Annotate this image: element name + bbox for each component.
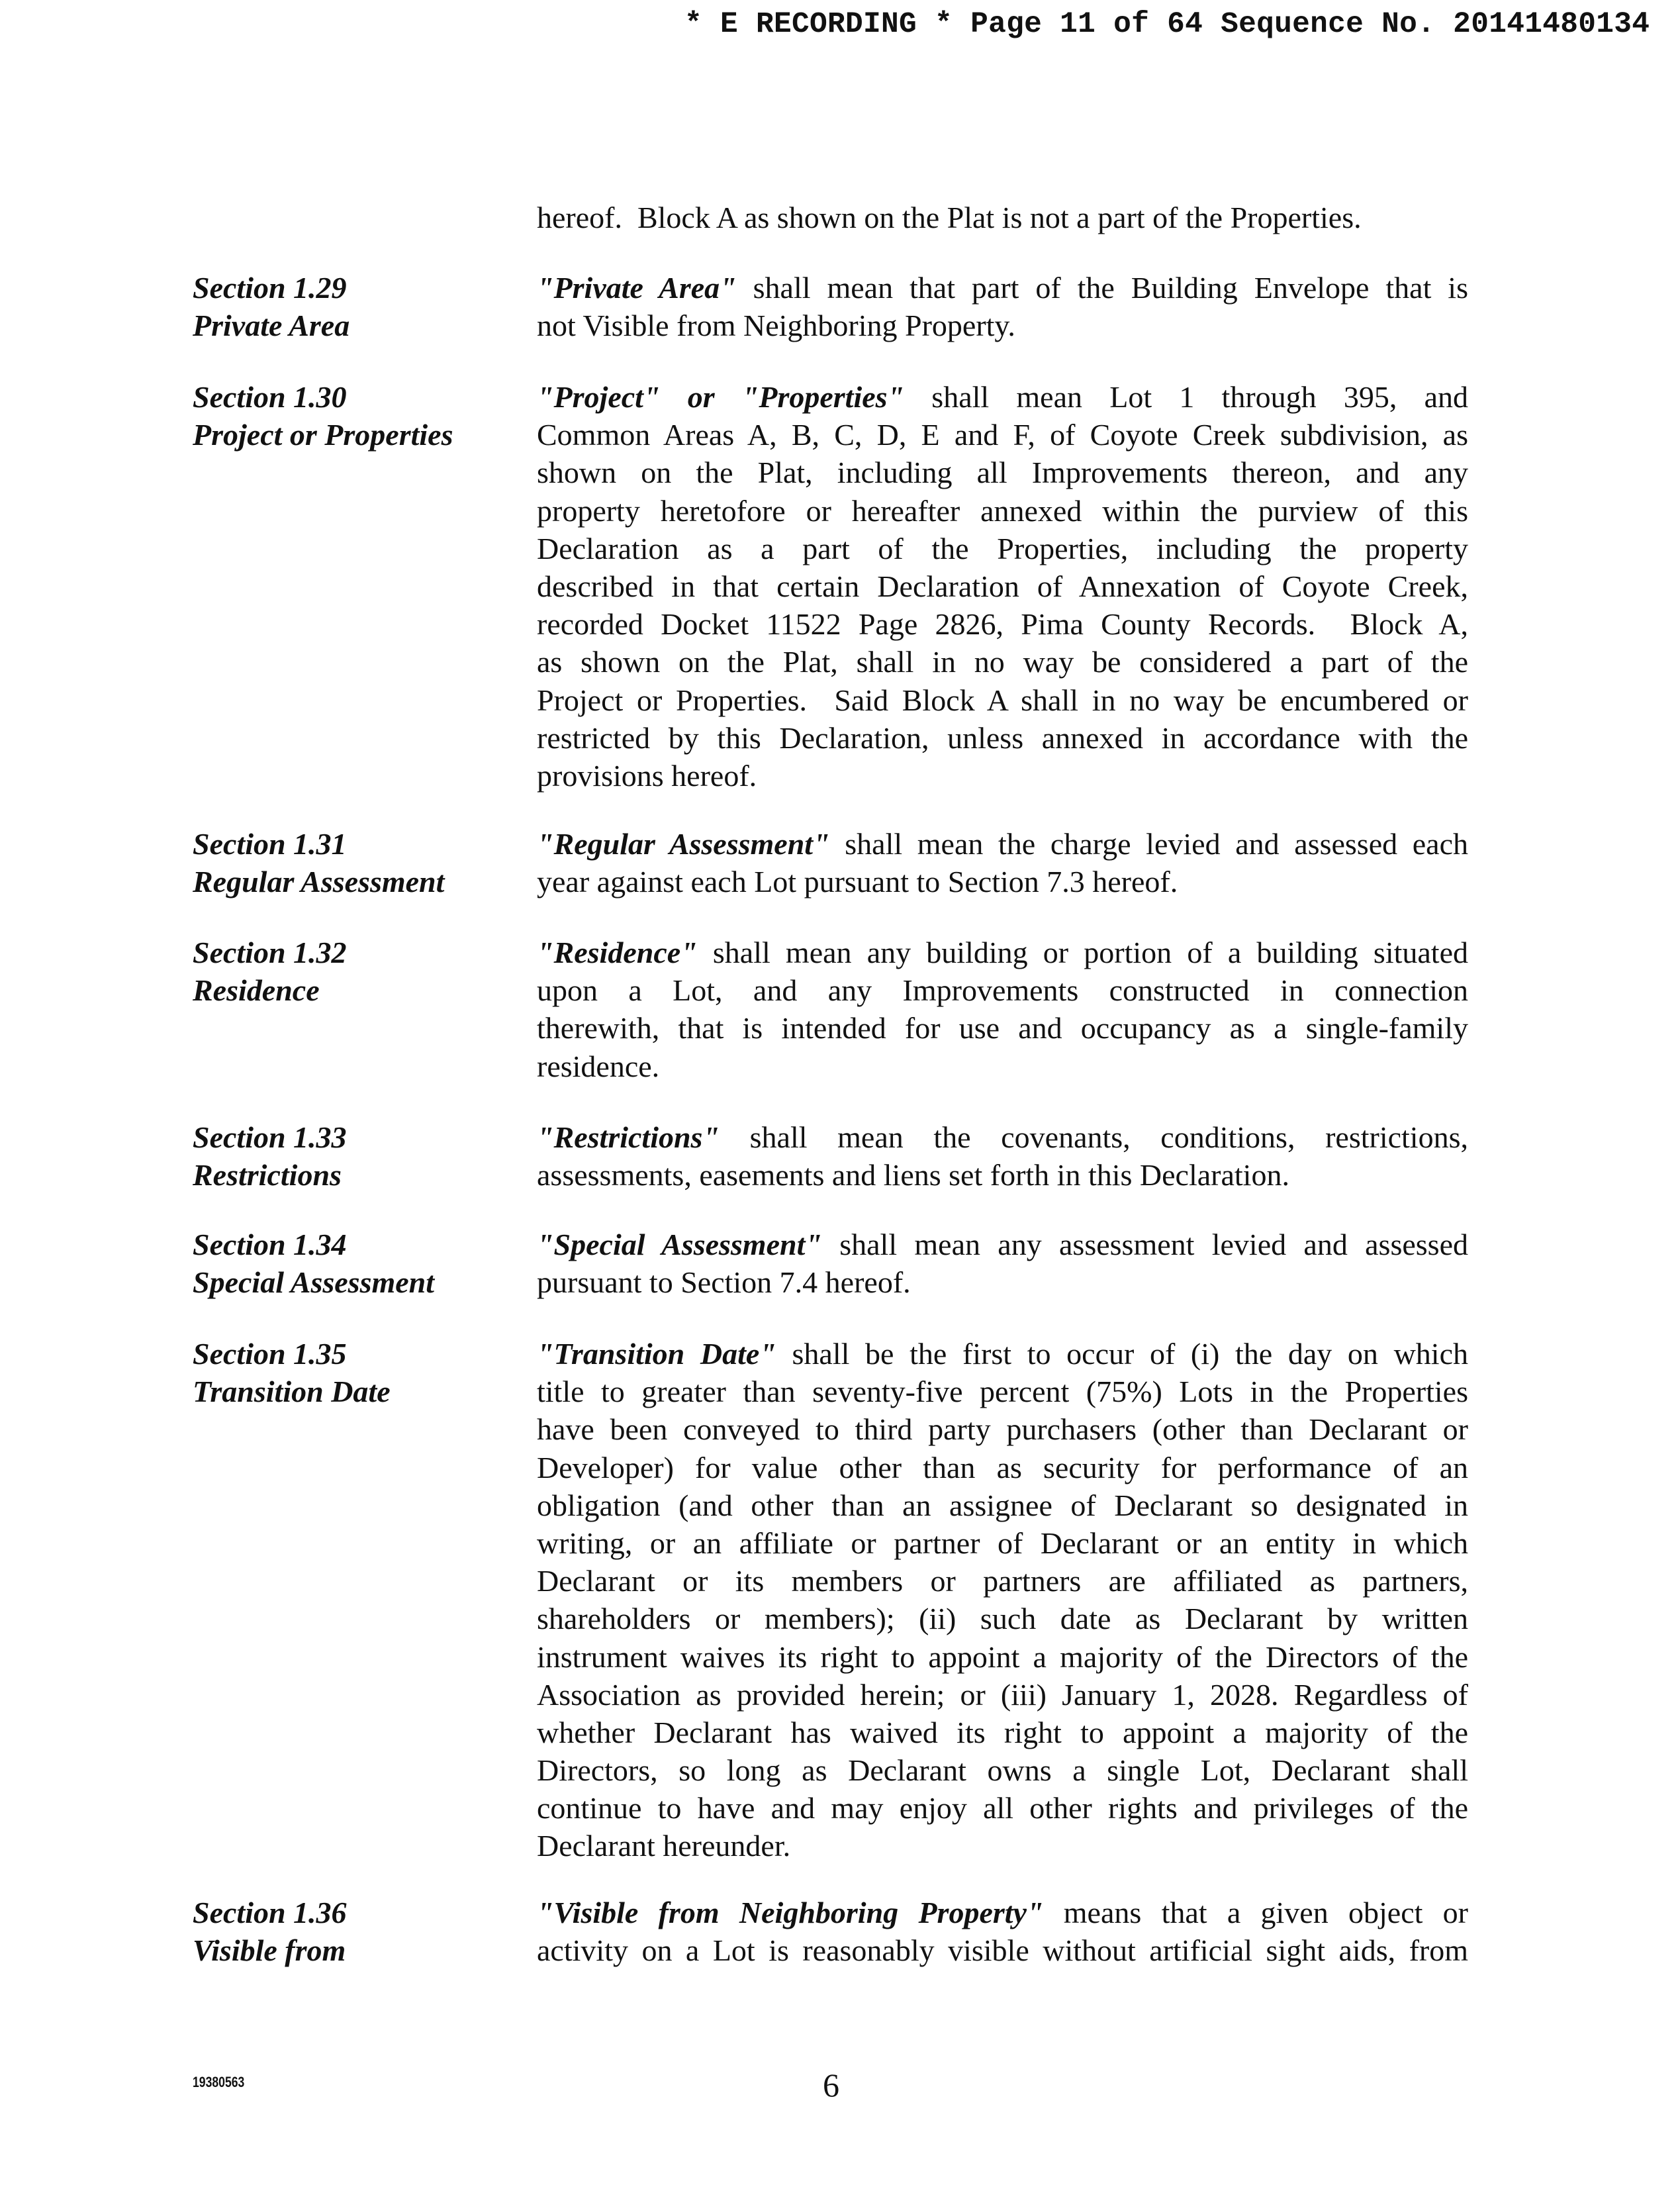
section-label [193,1894,510,1969]
line-text: shall be the first to occur of (i) the day on which [776,1337,1468,1371]
section-label [193,934,510,1009]
body-line [537,567,1468,605]
body-line [537,681,1468,719]
line-text: Declaration as a part of the Properties, including the property [537,531,1468,565]
section-title: Transition Date [193,1375,391,1409]
section-number: Section 1.34 [193,1228,347,1261]
body-line [537,416,1468,454]
defined-term: "Restrictions" [537,1120,720,1154]
body-line [537,825,1468,863]
line-text: Project or Properties. Said Block A shall in no way be encumbered or [537,683,1468,717]
body-line [537,643,1468,681]
line-text: shall mean any assessment levied and assessed [821,1228,1468,1261]
body-line [537,971,1468,1009]
body-line [537,1751,1468,1789]
body-line [537,1600,1468,1637]
line-text: Declarant or its members or partners are affiliated as partners, [537,1564,1468,1598]
body-line [537,378,1468,416]
body-line [537,1714,1468,1751]
defined-term: "Residence" [537,936,698,969]
section-label [193,1118,510,1194]
page-number: 6 [823,2066,839,2104]
body-line [537,530,1468,567]
defined-term: "Project" or "Properties" [537,380,905,414]
line-text: year against each Lot pursuant to Section 7.3 hereof. [537,865,1178,899]
section-body [537,1335,1468,1865]
line-text: property heretofore or hereafter annexed within the purview of this [537,493,1468,528]
body-line [537,307,1468,344]
body-line [537,757,1468,795]
section-number: Section 1.31 [193,827,347,861]
body-line [537,1373,1468,1410]
body-line [537,1931,1468,1969]
body-line [537,269,1468,307]
line-text: described in that certain Declaration of Annexation of Coyote Creek, [537,569,1468,603]
body-line [537,1486,1468,1524]
body-line [537,1047,1468,1085]
line-text: obligation (and other than an assignee of Declarant so designated in [537,1488,1468,1522]
section-body [537,1118,1468,1194]
body-line [537,605,1468,643]
line-text: instrument waives its right to appoint a majority of the Directors of the [537,1639,1468,1674]
body-line [537,1118,1468,1156]
line-text: upon a Lot, and any Improvements constructed in connection [537,973,1468,1008]
section-title: Special Assessment [193,1265,435,1300]
line-text: residence. [537,1049,660,1083]
line-text: provisions hereof. [537,758,757,793]
section-label [193,378,510,454]
section-title: Private Area [193,309,350,343]
body-line [537,1827,1468,1865]
defined-term: "Special Assessment" [537,1228,822,1261]
body-line [537,1410,1468,1448]
section-body [537,825,1468,900]
section-number: Section 1.30 [193,380,347,414]
line-text: Association as provided herein; or (iii) January 1, 2028. Regardless of [537,1677,1468,1712]
section-number: Section 1.33 [193,1120,347,1154]
line-text: shall mean any building or portion of a building situated [697,936,1468,969]
line-text: shareholders or members); (ii) such date as Declarant by written [537,1602,1468,1636]
line-text: assessments, easements and liens set forth in this Declaration. [537,1158,1289,1192]
body-line [537,1562,1468,1600]
body-line [537,1335,1468,1373]
line-text: recorded Docket 11522 Page 2826, Pima County Records. Block A, [537,607,1468,642]
body-line [537,492,1468,530]
defined-term: "Visible from Neighboring Property" [537,1896,1044,1929]
body-line [537,454,1468,491]
section-title: Restrictions [193,1158,342,1192]
line-text: Common Areas A, B, C, D, E and F, of Coyote Creek subdivision, as [537,418,1468,452]
line-text: continue to have and may enjoy all other rights and privileges of the [537,1791,1468,1825]
section-title: Project or Properties [193,418,453,452]
line-text: whether Declarant has waived its right to appoint a majority of the [537,1715,1468,1749]
body-line [537,1524,1468,1562]
section-label [193,825,510,900]
defined-term: "Transition Date" [537,1337,776,1371]
recording-header: * E RECORDING * Page 11 of 64 Sequence No. 20141480134 [684,8,1650,41]
defined-term: "Private Area" [537,271,737,305]
section-label [193,1226,510,1301]
body-line [537,1638,1468,1676]
section-label [193,1335,510,1410]
defined-term: "Regular Assessment" [537,827,830,861]
line-text: not Visible from Neighboring Property. [537,309,1015,343]
section-body [537,934,1468,1085]
line-text: shall mean the covenants, conditions, restrictions, [720,1120,1468,1154]
section-body [537,1894,1468,1969]
line-text: restricted by this Declaration, unless annexed in accordance with the [537,720,1468,755]
continuation-line: hereof. Block A as shown on the Plat is not a part of the Properties. [537,201,1362,234]
section-label [193,269,510,344]
section-number: Section 1.32 [193,936,347,969]
section-title: Residence [193,973,320,1008]
line-text: Declarant hereunder. [537,1829,791,1863]
line-text: shall mean the charge levied and assessed each [829,827,1468,861]
body-line [537,1156,1468,1194]
section-number: Section 1.35 [193,1337,347,1371]
line-text: as shown on the Plat, shall in no way be considered a part of the [537,645,1468,679]
line-text: shall mean Lot 1 through 395, and [904,380,1469,414]
body-line [537,1676,1468,1714]
document-id: 19380563 [193,2074,245,2090]
section-body [537,378,1468,795]
body-line [537,1263,1468,1301]
section-title: Regular Assessment [193,865,445,899]
body-line [537,1449,1468,1486]
line-text: activity on a Lot is reasonably visible without artificial sight aids, from [537,1933,1468,1968]
body-line [537,1226,1468,1263]
line-text: Developer) for value other than as security for performance of an [537,1450,1468,1484]
line-text: have been conveyed to third party purchasers (other than Declarant or [537,1412,1468,1447]
section-body [537,269,1468,344]
body-line [537,1009,1468,1047]
body-line [537,1789,1468,1827]
section-number: Section 1.29 [193,271,347,305]
line-text: therewith, that is intended for use and occupancy as a single-family [537,1011,1468,1045]
section-title: Visible from [193,1933,346,1968]
line-text: pursuant to Section 7.4 hereof. [537,1265,911,1300]
line-text: shown on the Plat, including all Improvements thereon, and any [537,456,1468,490]
line-text: Directors, so long as Declarant owns a single Lot, Declarant shall [537,1753,1468,1788]
body-line [537,934,1468,971]
line-text: means that a given object or [1043,1896,1468,1929]
section-body [537,1226,1468,1301]
line-text: title to greater than seventy-five percent (75%) Lots in the Properties [537,1375,1468,1409]
section-number: Section 1.36 [193,1896,347,1929]
line-text: writing, or an affiliate or partner of Declarant or an entity in which [537,1526,1468,1560]
line-text: shall mean that part of the Building Envelope that is [736,271,1468,305]
body-line [537,1894,1468,1931]
body-line [537,719,1468,757]
body-line [537,863,1468,900]
